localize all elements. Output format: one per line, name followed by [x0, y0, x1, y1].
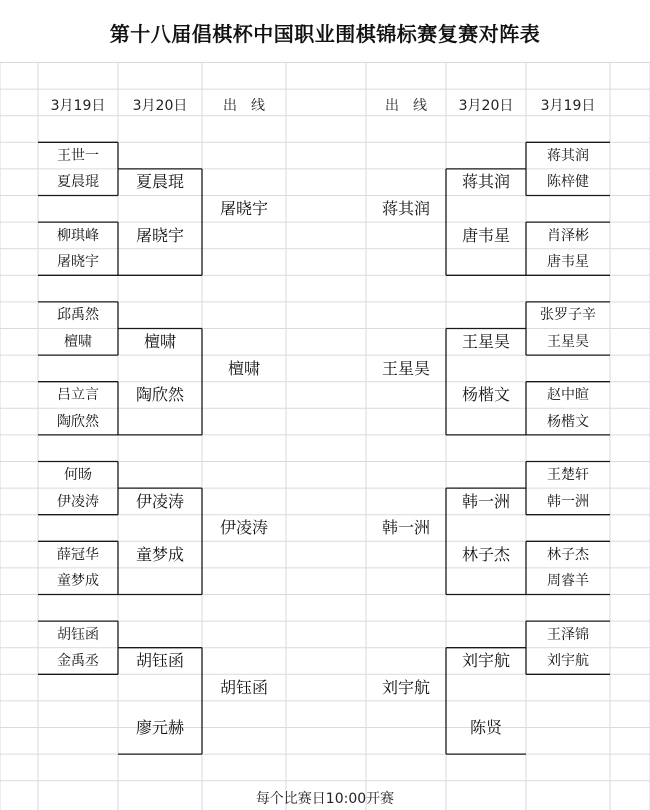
player-name-round1: 王楚轩	[547, 467, 589, 483]
player-name-qualifier: 胡钰函	[219, 677, 268, 697]
header-right-r1: 3月19日	[540, 98, 596, 114]
player-name-round1: 陶欣然	[57, 413, 99, 430]
player-name-round2: 屠晓宇	[135, 225, 184, 245]
player-name-round2: 韩一洲	[461, 491, 510, 511]
page-title: 第十八届倡棋杯中国职业围棋锦标赛复赛对阵表	[109, 22, 541, 46]
player-name-round1: 柳琪峰	[57, 227, 99, 244]
player-name-round1: 蒋其润	[547, 147, 589, 164]
player-name-round1: 肖泽彬	[547, 227, 589, 244]
player-name-round2: 杨楷文	[461, 385, 510, 405]
player-name-round1: 王世一	[57, 147, 99, 164]
player-name-qualifier: 屠晓宇	[219, 199, 268, 218]
header-left-r2: 3月20日	[132, 98, 188, 114]
player-name-qualifier: 韩一洲	[381, 518, 430, 538]
player-name-round2: 唐韦星	[461, 225, 510, 245]
player-name-round1: 张罗子辛	[540, 307, 596, 324]
player-name-round2: 童梦成	[135, 544, 184, 564]
header-left-r3: 出 线	[223, 98, 265, 114]
player-name-round1: 唐韦星	[547, 254, 589, 271]
player-name-round2: 蒋其润	[461, 172, 510, 192]
player-name-qualifier: 王星昊	[381, 358, 430, 378]
player-name-round2: 王星昊	[461, 332, 510, 351]
player-name-round1: 伊凌涛	[57, 493, 99, 510]
player-name-round1: 林子杰	[547, 546, 589, 563]
player-name-qualifier: 伊凌涛	[219, 518, 268, 538]
player-name-round1: 赵中暄	[547, 387, 589, 404]
player-name-round1: 薛冠华	[57, 546, 99, 563]
player-name-round2: 檀啸	[143, 332, 176, 351]
player-name-round2: 夏晨琨	[135, 172, 184, 192]
player-name-round1: 童梦成	[57, 573, 99, 590]
player-name-round1: 何旸	[64, 467, 92, 483]
player-name-round1: 金禹丞	[57, 653, 99, 670]
player-name-round1: 屠晓宇	[57, 254, 99, 271]
player-name-qualifier: 刘宇航	[381, 677, 430, 697]
player-name-round2: 陈贤	[469, 717, 502, 737]
header-right-r3: 出 线	[385, 98, 427, 114]
player-name-round1: 王泽锦	[547, 626, 589, 643]
player-name-round2: 伊凌涛	[135, 491, 184, 511]
header-right-r2: 3月20日	[458, 98, 514, 114]
player-name-round1: 王星昊	[547, 334, 589, 350]
player-name-round1: 周睿羊	[547, 573, 589, 590]
player-name-round2: 林子杰	[461, 544, 510, 564]
player-name-round2: 陶欣然	[135, 385, 184, 405]
player-name-qualifier: 檀啸	[227, 358, 260, 378]
player-name-round2: 胡钰函	[135, 651, 184, 671]
player-name-round1: 陈梓健	[547, 174, 589, 191]
player-name-round1: 胡钰函	[57, 626, 99, 643]
player-name-round1: 夏晨琨	[57, 174, 99, 191]
player-name-qualifier: 蒋其润	[381, 199, 430, 218]
player-name-round2: 刘宇航	[461, 651, 510, 671]
player-name-round1: 刘宇航	[547, 653, 589, 670]
player-name-round1: 吕立言	[57, 387, 99, 404]
player-name-round1: 杨楷文	[547, 413, 589, 430]
player-name-round1: 韩一洲	[547, 493, 589, 510]
player-name-round1: 檀啸	[64, 334, 92, 350]
player-name-round1: 邱禹然	[57, 307, 99, 324]
footer-note: 每个比赛日10:00开赛	[255, 791, 395, 807]
player-name-round2: 廖元赫	[135, 717, 184, 737]
header-left-r1: 3月19日	[50, 98, 106, 114]
